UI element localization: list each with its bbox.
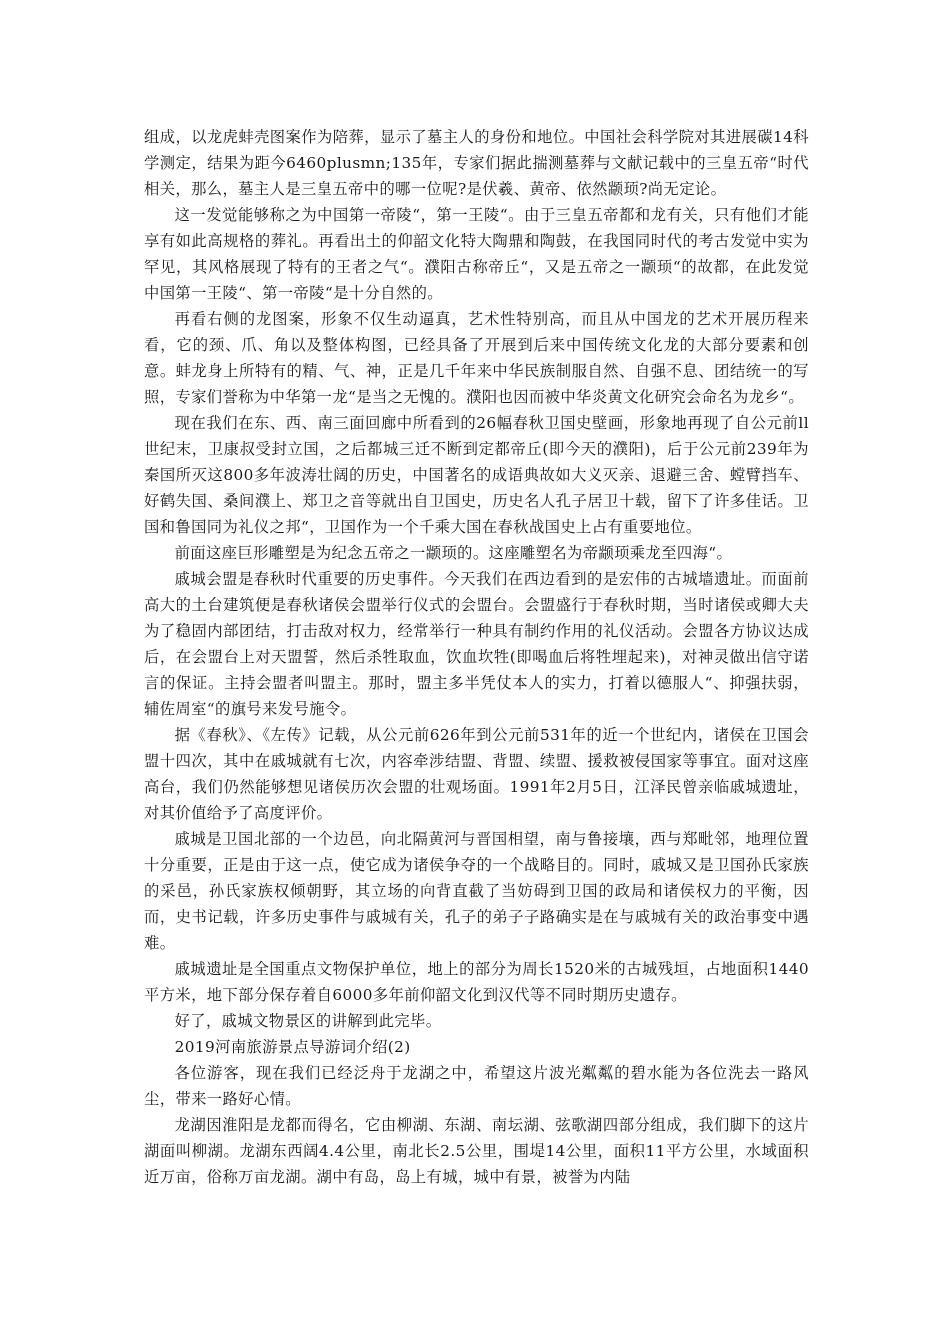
paragraph-8: 戚城是卫国北部的一个边邑，向北隔黄河与晋国相望，南与鲁接壤，西与郑毗邻，地理位置十分重要，正是由于这一点，使它成为诸侯争夺的一个战略目的。同时，戚城又是卫国孙氏家族的采邑，孙氏家族权倾朝野，其立场的向背直截了当妨碍到卫国的政局和诸侯权力的平衡，因而，史书记载，许多历史事件与戚城有关，孔子的弟子子路确实是在与戚城有关的政治事变中遇难。 (144, 830, 809, 952)
paragraph-9: 戚城遗址是全国重点文物保护单位，地上的部分为周长1520米的古城残垣，占地面积1440平方米，地下部分保存着自6000多年前仰韶文化到汉代等不同时期历史遗存。 (144, 960, 809, 1004)
paragraph-6: 戚城会盟是春秋时代重要的历史事件。今天我们在西边看到的是宏伟的古城墙遗址。而面前高大的土台建筑便是春秋诸侯会盟举行仪式的会盟台。会盟盛行于春秋时期，当时诸侯或卿大夫为了稳固内部团结，打击敌对权力，经常举行一种具有制约作用的礼仪活动。会盟各方协议达成后，在会盟台上对天盟誓，然后杀牲取血，饮血坎牲(即喝血后将牲埋起来)，对神灵做出信守诺言的保证。主持会盟者叫盟主。那时，盟主多半凭仗本人的实力，打着以德服人“、抑强扶弱，辅佐周室“的旗号来发号施令。 (144, 570, 809, 718)
document-page (144, 124, 809, 1190)
section-heading: 2019河南旅游景点导游词介绍(2) (174, 1038, 411, 1056)
paragraph-3: 再看右侧的龙图案，形象不仅生动逼真，艺术性特别高，而且从中国龙的艺术开展历程来看，它的颈、爪、角以及整体构图，已经具备了开展到后来中国传统文化龙的大部分要素和创意。蚌龙身上所特有的精、气、神，正是几千年来中华民族制服自然、自强不息、团结统一的写照，专家们誉称为中华第一龙“是当之无愧的。濮阳也因而被中华炎黄文化研究会命名为龙乡“。 (144, 310, 809, 406)
paragraph-13: 龙湖因淮阳是龙都而得名，它由柳湖、东湖、南坛湖、弦歌湖四部分组成，我们脚下的这片湖面叫柳湖。龙湖东西阔4.4公里，南北长2.5公里，围堤14公里，面积11平方公里，水域面积近万亩，俗称万亩龙湖。湖中有岛，岛上有城，城中有景，被誉为内陆 (144, 1116, 809, 1186)
paragraph-12: 各位游客，现在我们已经泛舟于龙湖之中，希望这片波光粼粼的碧水能为各位洗去一路风尘，带来一路好心情。 (144, 1064, 809, 1108)
paragraph-5: 前面这座巨形雕塑是为纪念五帝之一颛顼的。这座雕塑名为帝颛顼乘龙至四海“。 (174, 544, 733, 562)
paragraph-2: 这一发觉能够称之为中国第一帝陵“，第一王陵“。由于三皇五帝都和龙有关，只有他们才能享有如此高规格的葬礼。再看出土的仰韶文化特大陶鼎和陶鼓，在我国同时代的考古发觉中实为罕见，其风格展现了特有的王者之气“。濮阳古称帝丘“，又是五帝之一颛顼“的故都，在此发觉中国第一王陵“、第一帝陵“是十分自然的。 (144, 206, 809, 302)
paragraph-4: 现在我们在东、西、南三面回廊中所看到的26幅春秋卫国史壁画，形象地再现了自公元前ll世纪末，卫康叔受封立国，之后都城三迁不断到定都帝丘(即今天的濮阳)，后于公元前239年为秦国所灭这800多年波涛壮阔的历史，中国著名的成语典故如大义灭亲、退避三舍、螳臂挡车、好鹤失国、桑间濮上、郑卫之音等就出自卫国史，历史名人孔子居卫十载，留下了许多佳话。卫国和鲁国同为礼仪之邦“，卫国作为一个千乘大国在春秋战国史上占有重要地位。 (144, 414, 809, 536)
paragraph-10: 好了，戚城文物景区的讲解到此完毕。 (174, 1012, 442, 1030)
paragraph-1: 组成，以龙虎蚌壳图案作为陪葬，显示了墓主人的身份和地位。中国社会科学院对其进展碳14科学测定，结果为距今6460plusmn;135年，专家们据此揣测墓葬与文献记载中的三皇五帝“时代相关，那么，墓主人是三皇五帝中的哪一位呢?是伏羲、黄帝、依然颛顼?尚无定论。 (144, 128, 809, 198)
paragraph-7: 据《春秋》、《左传》记载，从公元前626年到公元前531年的近一个世纪内，诸侯在卫国会盟十四次，其中在戚城就有七次，内容牵涉结盟、背盟、续盟、援救被侵国家等事宜。面对这座高台，我们仍然能够想见诸侯历次会盟的壮观场面。1991年2月5日，江泽民曾亲临戚城遗址，对其价值给予了高度评价。 (144, 726, 809, 822)
